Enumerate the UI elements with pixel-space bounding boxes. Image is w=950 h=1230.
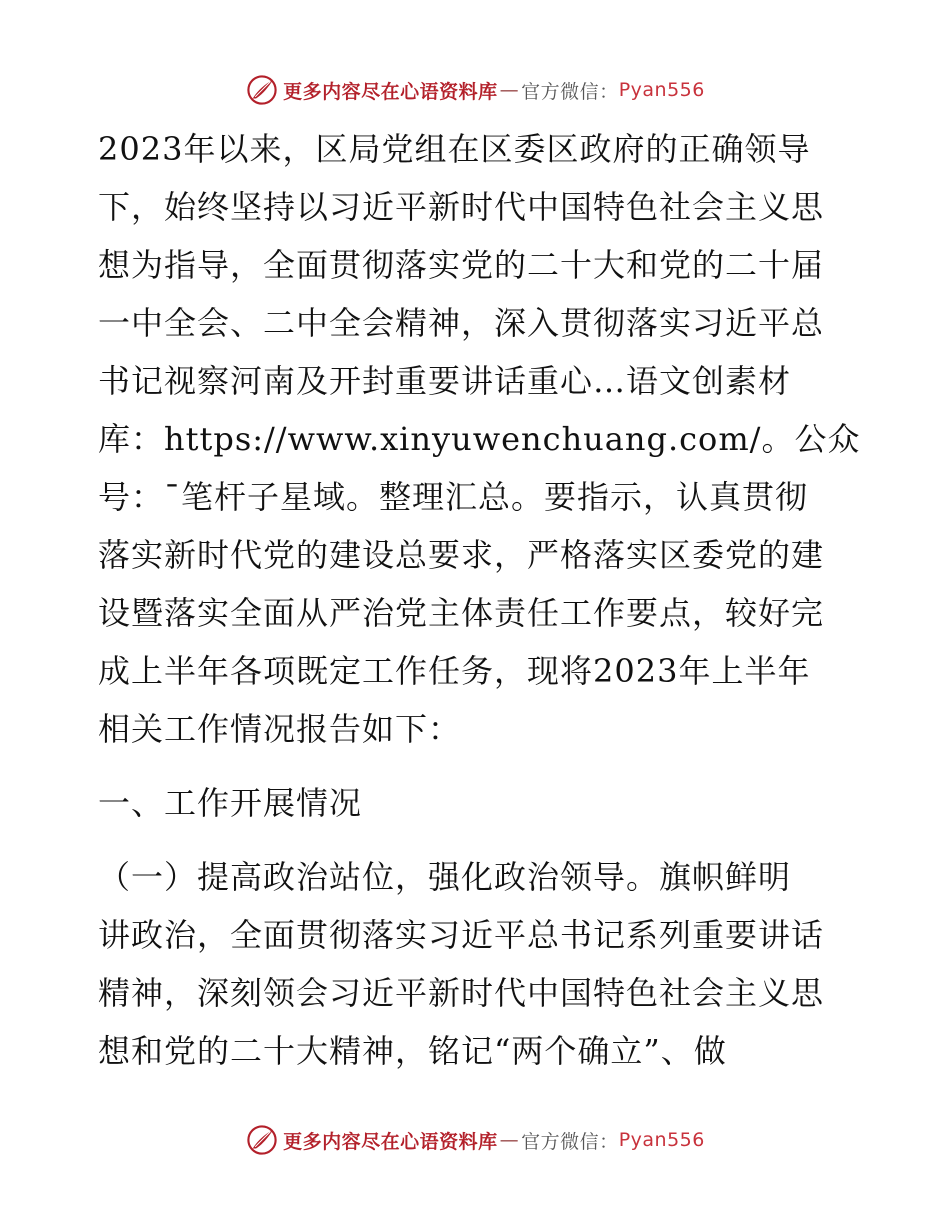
text-line: 号：¯笔杆子星域。整理汇总。要指示，认真贯彻 [98,478,809,516]
banner-dash: — [499,1129,520,1151]
banner-dash: — [499,79,520,101]
paragraph-1 [98,120,861,758]
quill-logo-icon [245,73,279,107]
section-heading: 一、工作开展情况 [98,784,363,822]
quill-logo-icon [245,1123,279,1157]
banner-red-text: 更多内容尽在心语资料库 [283,80,498,103]
text-line: 一中全会、二中全会精神，深入贯彻落实习近平总 [98,304,825,342]
paragraph-2 [98,848,858,1080]
text-line: 精神，深刻领会习近平新时代中国特色社会主义思 [98,974,825,1012]
text-line: 想为指导，全面贯彻落实党的二十大和党的二十届 [98,246,825,284]
banner-red-text: 更多内容尽在心语资料库 [283,1130,498,1153]
paragraph-gap [98,832,858,848]
banner-gray-text: 官方微信： [521,1130,619,1153]
banner-gray-text: 官方微信： [521,80,619,103]
text-line: （一）提高政治站位，强化政治领导。旗帜鲜明 [98,858,792,896]
footer-watermark-banner [0,1120,950,1160]
text-line: 成上半年各项既定工作任务，现将2023年上半年 [98,652,811,690]
text-line: 下，始终坚持以习近平新时代中国特色社会主义思 [98,188,825,226]
banner-wechat-id: Pyan556 [618,79,705,101]
text-line: 2023年以来，区局党组在区委区政府的正确领导 [98,130,811,168]
text-line: 库：https://www.xinyuwenchuang.com/。公众 [98,420,861,458]
text-line: 讲政治，全面贯彻落实习近平总书记系列重要讲话 [98,916,825,954]
text-line: 想和党的二十大精神，铭记“两个确立”、做 [98,1032,727,1070]
header-watermark-banner [0,70,950,110]
text-line: 设暨落实全面从严治党主体责任工作要点，较好完 [98,594,825,632]
text-line: 落实新时代党的建设总要求，严格落实区委党的建 [98,536,825,574]
document-body [98,120,861,1080]
banner-wechat-id: Pyan556 [618,1129,705,1151]
text-line: 书记视察河南及开封重要讲话重心…语文创素材 [98,362,792,400]
paragraph-gap [98,758,858,774]
text-line: 相关工作情况报告如下： [98,710,462,748]
